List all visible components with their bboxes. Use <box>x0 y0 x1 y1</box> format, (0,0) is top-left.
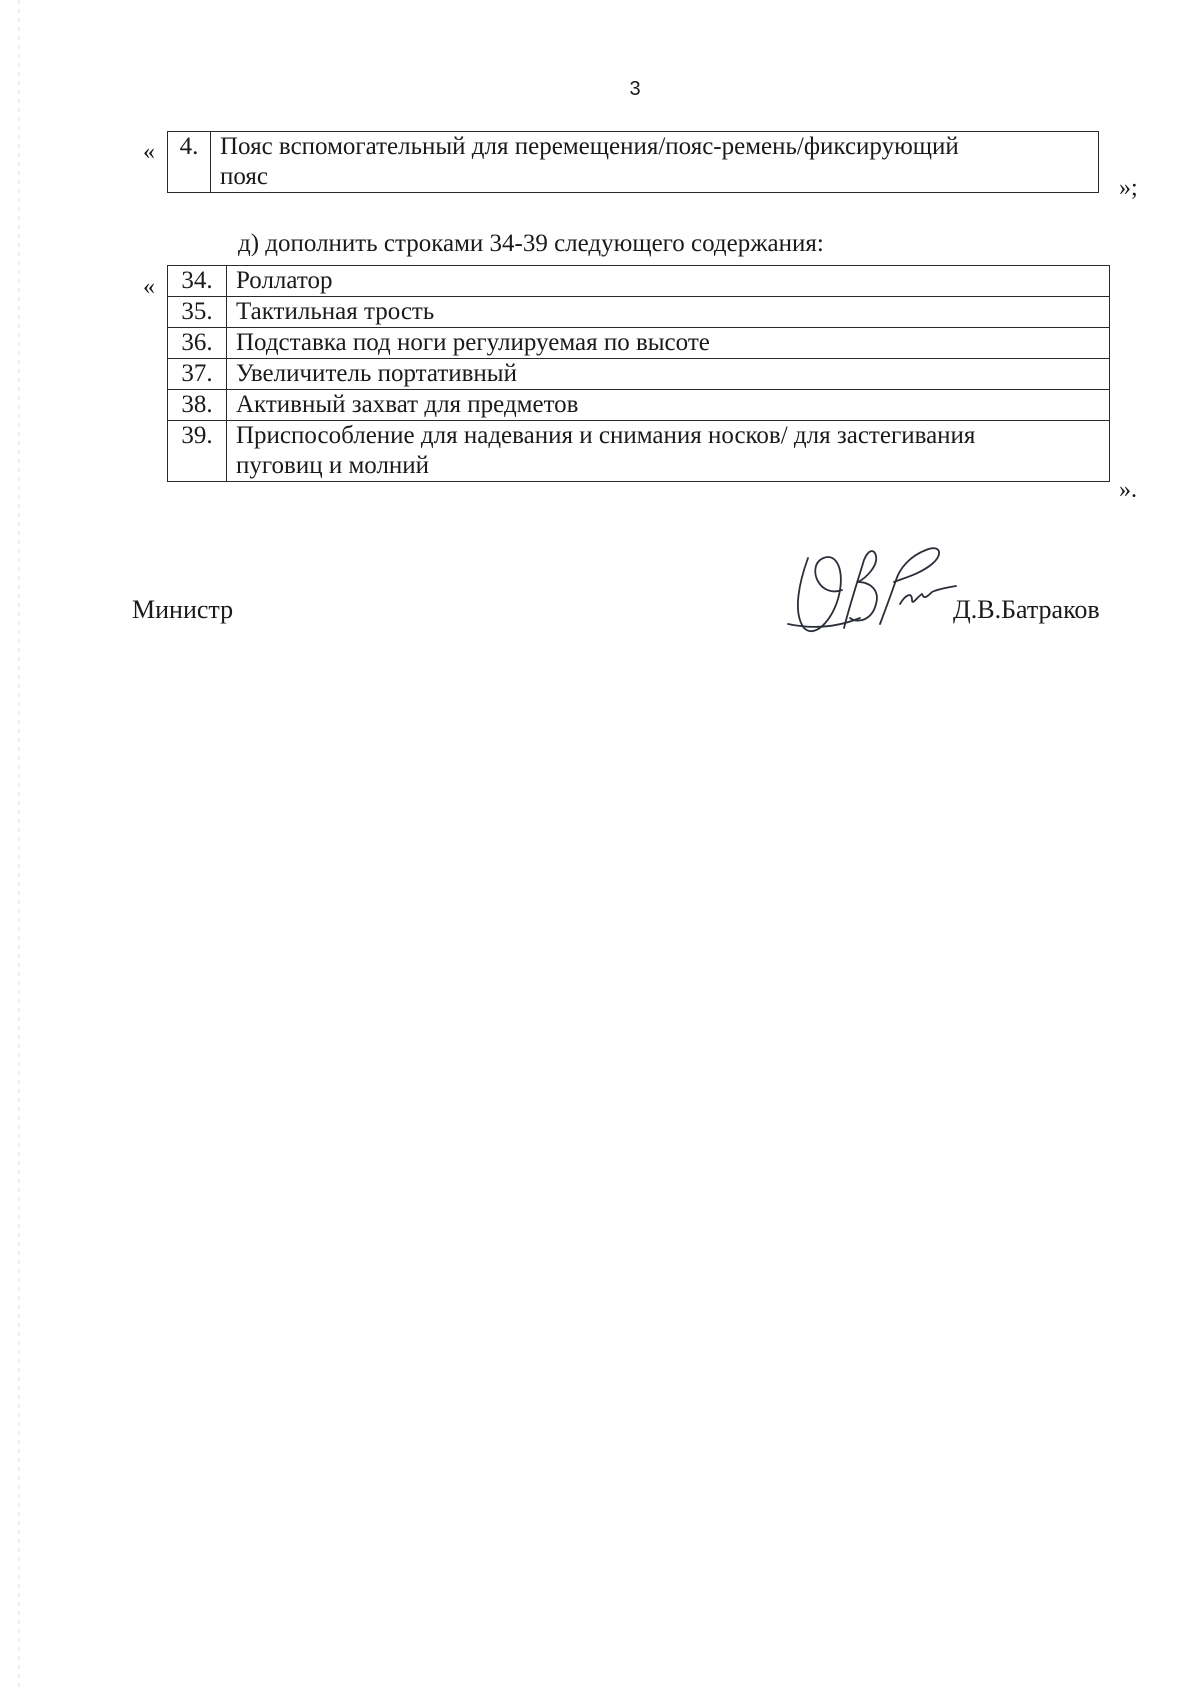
row-text-line: пуговиц и молний <box>236 452 430 479</box>
table-row <box>168 421 1110 482</box>
table-row <box>168 132 1099 193</box>
table-row <box>168 297 1110 328</box>
row-text: Активный захват для предметов <box>227 390 1110 421</box>
row-text-line: Приспособление для надевания и снимания носков/ для застегивания <box>236 422 976 449</box>
signatory-title: Министр <box>132 595 234 624</box>
page-number: 3 <box>629 78 641 100</box>
table-row <box>168 266 1110 297</box>
amendment-table-top <box>167 131 1099 193</box>
close-quote: ». <box>1119 477 1137 503</box>
close-quote: »; <box>1119 175 1138 201</box>
row-number: 39. <box>168 421 227 482</box>
open-quote: « <box>143 139 155 165</box>
row-number: 35. <box>168 297 227 328</box>
row-number: 38. <box>168 390 227 421</box>
amendment-table-main <box>167 265 1110 482</box>
row-text: Увеличитель портативный <box>227 359 1110 390</box>
row-text-line: Пояс вспомогательный для перемещения/пояс-ремень/фиксирующий <box>220 133 959 160</box>
table-row <box>168 390 1110 421</box>
row-number: 36. <box>168 328 227 359</box>
scan-margin-artifact <box>18 0 20 1692</box>
row-text <box>211 132 1099 193</box>
handwritten-signature <box>780 520 970 650</box>
intro-paragraph: д) дополнить строками 34-39 следующего содержания: <box>238 230 824 257</box>
table-row <box>168 359 1110 390</box>
signatory-name: Д.В.Батраков <box>953 595 1100 624</box>
row-text: Тактильная трость <box>227 297 1110 328</box>
row-number: 37. <box>168 359 227 390</box>
row-number: 34. <box>168 266 227 297</box>
row-text: Роллатор <box>227 266 1110 297</box>
table-row <box>168 328 1110 359</box>
open-quote: « <box>143 274 155 300</box>
row-text <box>227 421 1110 482</box>
row-text-line: пояс <box>220 163 268 190</box>
row-number: 4. <box>168 132 211 193</box>
row-text: Подставка под ноги регулируемая по высоте <box>227 328 1110 359</box>
